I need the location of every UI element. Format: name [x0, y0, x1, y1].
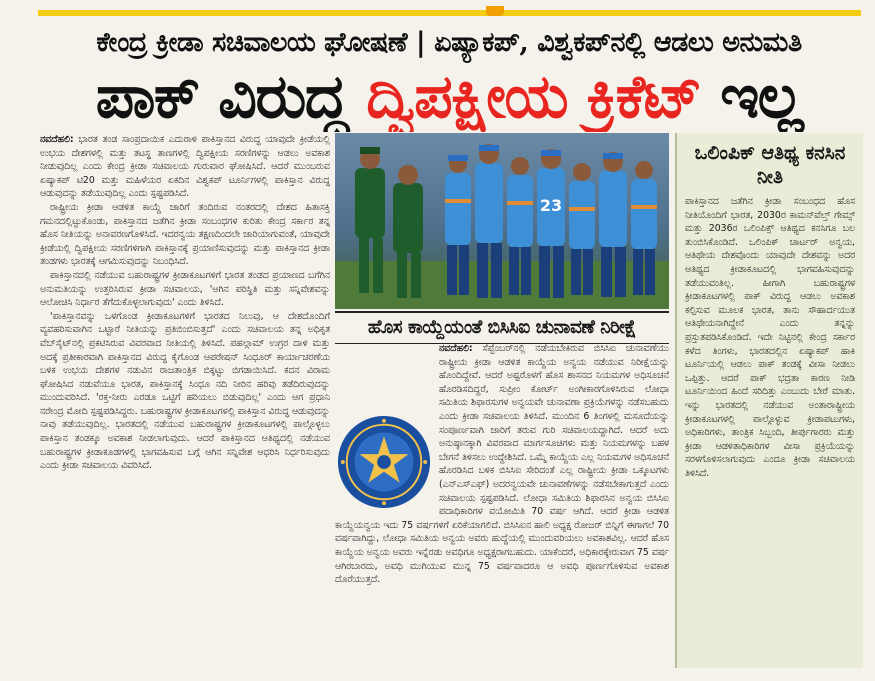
second-story-column — [335, 342, 669, 668]
sidebar-body — [685, 195, 855, 480]
second-story-dateline: ನವದೆಹಲಿ: — [439, 343, 473, 354]
main-story-paragraph: ರಾಷ್ಟ್ರೀಯ ಕ್ರೀಡಾ ಆಡಳಿತ ಕಾಯ್ದೆ ಜಾರಿಗೆ ತಂದಿರುವ ನಂತರದಲ್ಲಿ ದೇಶದ ಹಿತಾಸಕ್ತಿ ಗಮನದಲ್ಲಿಟ್ಟುಕೊಂಡು, ಪಾಕಿಸ್ತಾನದ ಜತೆಗಿನ ಕ್ರೀಡಾ ಸಂಬಂಧಗಳ ಕುರಿತು ಕೇಂದ್ರ ಸರ್ಕಾರ ತನ್ನ ಹೊಸ ನೀತಿಯನ್ನು ಅನಾವರಣಗೊಳಿಸಿದೆ. ಇದರನ್ವಯ ತಕ್ಷಣದಿಂದಲೇ ಜಾರಿಯಾಗುವಂತೆ, ಯಾವುದೇ ಕ್ರೀಡೆಯಲ್ಲಿ ದ್ವಿಪಕ್ಷೀಯ ಸರಣಿಗಳಿಗಾಗಿ ಪಾಕಿಸ್ತಾನಕ್ಕೆ ಪ್ರಯಾಣಿಸುವುದನ್ನು ಮತ್ತು ಪಾಕಿಸ್ತಾನದ ಕ್ರೀಡಾ ತಂಡಗಳು ಭಾರತಕ್ಕೆ ಆಗಮಿಸುವುದನ್ನು ನಿಬಂಧಿಸಿದೆ. — [40, 201, 330, 268]
kicker-line: ಕೇಂದ್ರ ಕ್ರೀಡಾ ಸಚಿವಾಲಯ ಘೋಷಣೆ | ಏಷ್ಯಾಕಪ್, ವಿಶ್ವಕಪ್‌ನಲ್ಲಿ ಆಡಲು ಅನುಮತಿ — [96, 27, 802, 58]
bcci-logo — [335, 412, 433, 512]
main-story-paragraph: ಪಾಕಿಸ್ತಾನದಲ್ಲಿ ನಡೆಯುವ ಬಹುರಾಷ್ಟ್ರಗಳ ಕ್ರೀಡಾಕೂಟಗಳಿಗೆ ಭಾರತ ತಂಡದ ಪ್ರಯಾಣದ ಬಗೆಗಿನ ಅನುಮತಿಯನ್ನು ಉತ್ತರಿಸಿರುವ ಕ್ರೀಡಾ ಸಚಿವಾಲಯ, 'ಆಗಿನ ಪರಿಸ್ಥಿತಿ ಮತ್ತು ಸನ್ನಿವೇಶವನ್ನು ಆಲೋಚಿಸಿ ನಿರ್ಧಾರ ತೆಗೆದುಕೊಳ್ಳಲಾಗುವುದು' ಎಂದು ತಿಳಿಸಿದೆ. — [40, 269, 330, 309]
top-color-bar — [38, 10, 861, 16]
sidebar-paragraph: ಪಾಕಿಸ್ತಾನದ ಜತೆಗಿನ ಕ್ರೀಡಾ ಸಂಬಂಧದ ಹೊಸ ನೀತಿಯೊಂದಿಗೆ ಭಾರತ, 2030ರ ಕಾಮನ್‌ವೆಲ್ತ್ ಗೇಮ್ಸ್ ಮತ್ತು 2036ರ ಒಲಿಂಪಿಕ್ಸ್ ಆತಿಥ್ಯದ ಕನಸಿಗೂ ಬಲ ತುಂಬಿಸಿಕೊಂಡಿದೆ. ಒಲಿಂಪಿಕ್ ಚಾರ್ಟರ್ ಅನ್ವಯ, ಆತಿಥೇಯ ದೇಶವೊಂದು ಯಾವುದೇ ದೇಶವನ್ನು ಅದರ ಆತಿಥ್ಯದ ಕ್ರೀಡಾಕೂಟದಲ್ಲಿ ಭಾಗವಹಿಸುವುದನ್ನು ತಡೆಯುವಂತಿಲ್ಲ. ಹೀಗಾಗಿ ಬಹುರಾಷ್ಟ್ರಗಳ ಕ್ರೀಡಾಕೂಟಗಳಲ್ಲಿ ಪಾಕ್ ವಿರುದ್ಧ ಆಡಲು ಅವಕಾಶ ಕಲ್ಪಿಸುವ ಮೂಲಕ ಭಾರತ, ತಾನು ಸೌಹಾರ್ದಯುತ ಆತಿಥೇಯನಾಗಿದ್ದೇನೆ ಎಂದು ತನ್ನನ್ನು ಪ್ರಸ್ತುತಪಡಿಸಿಕೊಂಡಿದೆ. ಇದೇ ನಿಟ್ಟಿನಲ್ಲಿ ಕೇಂದ್ರ ಸರ್ಕಾರ ಕಳೆದ ತಿಂಗಳು, ಭಾರತದಲ್ಲಿನ ಏಷ್ಯಾಕಪ್ ಹಾಕಿ ಟೂರ್ನಿಯಲ್ಲಿ ಆಡಲು ಪಾಕ್ ತಂಡಕ್ಕೆ ವೀಸಾ ನೀಡಲು ಒಪ್ಪಿತ್ತು. ಆದರೆ ಪಾಕ್ ಭದ್ರತಾ ಕಾರಣ ನೀಡಿ ಟೂರ್ನಿಯಿಂದ ಹಿಂದೆ ಸರಿದಿತ್ತು ಎಂಬುದು ಬೇರೆ ಮಾತು. ಇನ್ನು ಭಾರತದಲ್ಲಿ ನಡೆಯುವ ಅಂತಾರಾಷ್ಟ್ರೀಯ ಕ್ರೀಡಾಕೂಟಗಳಲ್ಲಿ ಪಾಲ್ಗೊಳ್ಳುವ ಕ್ರೀಡಾಪಟುಗಳು, ಅಧಿಕಾರಿಗಳು, ತಾಂತ್ರಿಕ ಸಿಬ್ಬಂದಿ, ತೀರ್ಪುಗಾರರು ಮತ್ತು ಕ್ರೀಡಾ ಆಡಳಿತಾಧಿಕಾರಿಗಳ ವೀಸಾ ಪ್ರಕ್ರಿಯೆಯನ್ನು ಸರಳಗೊಳಿಸಲಾಗುವುದು ಎಂದೂ ಕ್ರೀಡಾ ಸಚಿವಾಲಯ ತಿಳಿಸಿದೆ. — [685, 196, 855, 479]
headline-part-1: ಪಾಕ್ ವಿರುದ್ಧ — [95, 62, 367, 132]
main-story-paragraph: 'ಪಾಕಿಸ್ತಾನವನ್ನು ಒಳಗೊಂಡ ಕ್ರೀಡಾಕೂಟಗಳಿಗೆ ಭಾರತದ ನಿಲುವು, ಆ ದೇಶದೊಂದಿಗೆ ವ್ಯವಹರಿಸುವಾಗಿನ ಒಟ್ಟಾರೆ ನೀತಿಯನ್ನು ಪ್ರತಿಬಿಂಬಿಸುತ್ತದೆ' ಎಂದು ಸಚಿವಾಲಯ ತನ್ನ ಅಧಿಕೃತ ವೆಬ್‌ಸೈಟ್‌ನಲ್ಲಿ ಪ್ರಕಟಿಸಿರುವ ವಿವರವಾದ ನೀತಿಯಲ್ಲಿ ತಿಳಿಸಿದೆ. ಪಹಲ್ಗಾಮ್ ಉಗ್ರರ ದಾಳಿ ಮತ್ತು ಅದಕ್ಕೆ ಪ್ರತೀಕಾರವಾಗಿ ಪಾಕಿಸ್ತಾನದ ವಿರುದ್ಧ ಕೈಗೊಂಡ ಆಪರೇಷನ್ ಸಿಂಧೂರ್ ಕಾರ್ಯಾಚರಣೆಯ ಬಳಿಕ ಉಭಯ ದೇಶಗಳ ನಡುವಿನ ರಾಜತಾಂತ್ರಿಕ ಬಿಕ್ಕಟ್ಟು ಬಿಗಡಾಯಿಸಿದೆ. ಕದನ ವಿರಾಮ ಘೋಷಿಸಿದ ನಡುವೆಯೂ ಭಾರತ, ಪಾಕಿಸ್ತಾನಕ್ಕೆ ಸಿಂಧೂ ನದಿ ನೀರಿನ ಹರಿವು ತಡೆದಿರುವುದನ್ನು ಮುಂದುವರಿಸಿದೆ. 'ರಕ್ತ-ನೀರು ಎರಡೂ ಒಟ್ಟಿಗೆ ಹರಿಯಲು ಬಿಡುವುದಿಲ್ಲ' ಎಂದು ಆಗ ಪ್ರಧಾನಿ ನರೇಂದ್ರ ಮೋದಿ ಸ್ಪಷ್ಟಪಡಿಸಿದ್ದರು. ಬಹುರಾಷ್ಟ್ರಗಳ ಕ್ರೀಡಾಕೂಟಗಳಲ್ಲಿ ಪಾಕಿಸ್ತಾನ ವಿರುದ್ಧ ಆಡುವುದನ್ನು ನಾವು ತಡೆಯುವುದಿಲ್ಲ. ಭಾರತದಲ್ಲಿ ನಡೆಯುವ ಬಹುರಾಷ್ಟ್ರಗಳ ಕ್ರೀಡಾಕೂಟಗಳಲ್ಲಿ ಪಾಲ್ಗೊಳ್ಳಲು ಪಾಕಿಸ್ತಾನ ತಂಡಕ್ಕೂ ಅವಕಾಶ ನೀಡಲಾಗುವುದು. ಆದರೆ ಪಾಕಿಸ್ತಾನದ ಆತಿಥ್ಯದಲ್ಲಿ ನಡೆಯುವ ಬಹುರಾಷ್ಟ್ರಗಳ ಕ್ರೀಡಾಕೂಡಗಳಲ್ಲಿ ಭಾಗವಹಿಸುವ ಬಗ್ಗೆ ಆಗಿನ ಸನ್ನಿವೇಶ ಆಧರಿಸಿ ನಿರ್ಧರಿಸುವುದು ಎಂದು ಕ್ರೀಡಾ ಸಚಿವಾಲಯ ವಿವರಿಸಿದೆ. — [40, 310, 330, 472]
sidebar-box — [675, 133, 863, 668]
second-story-paragraph: ನವದೆಹಲಿ: ಸೆಪ್ಟೆಂಬರ್‌ನಲ್ಲಿ ನಡೆಯಬೇಕಿರುವ ಬಿಸಿಸಿಐ ಚುನಾವಣೆಯು ರಾಷ್ಟ್ರೀಯ ಕ್ರೀಡಾ ಆಡಳಿತ ಕಾಯ್ದೆಯ ಅನ್ವಯ ನಡೆಯುವ ನಿರೀಕ್ಷೆಯನ್ನು ಹೊಂದಿದ್ದೇವೆ. ಆದರೆ ಅಷ್ಟರೊಳಗೆ ಹೊಸ ಶಾಸನದ ನಿಯಮಗಳ ಅಧಿಸೂಚನೆ ಹೊರಡಿಸದಿದ್ದರೆ, ಸುಪ್ರೀಂ ಕೋರ್ಟ್ ಅಂಗೀಕಾರಗೊಳಿಸಿರುವ ಲೋಧಾ ಸಮಿತಿಯ ಶಿಫಾರಸುಗಳ ಅನ್ವಯವೇ ಚುನಾವಣಾ ಪ್ರಕ್ರಿಯೆಗಳನ್ನು ನಡೆಸಬಹುದು ಎಂದು ಕ್ರೀಡಾ ಸಚಿವಾಲಯ ತಿಳಿಸಿದೆ. ಮುಂದಿನ 6 ತಿಂಗಳಲ್ಲಿ ಮಸೂದೆಯನ್ನು ಸಂಪೂರ್ಣವಾಗಿ ಜಾರಿಗೆ ತರುವ ಗುರಿ ಸಚಿವಾಲಯದ್ದಾಗಿದೆ. ಆದರೆ ಅದು ಅನುಷ್ಠಾನಕ್ಕಾಗಿ ವಿವರವಾದ ಮಾರ್ಗಸೂಚಿಗಳು ಮತ್ತು ನಿಯಮಗಳನ್ನು ಬಹಳ ಬೇಗನೆ ತಿಳಿಸಲು ಉದ್ದೇಶಿಸಿದೆ. ಒಮ್ಮೆ ಕಾಯ್ದೆಯ ಎಲ್ಲ ನಿಯಮಗಳ ಅಧಿಸೂಚನೆ ಹೊರಡಿಸಿದ ಬಳಿಕ ಬಿಸಿಸಿಐ ಸೇರಿದಂತೆ ಎಲ್ಲ ರಾಷ್ಟ್ರೀಯ ಕ್ರೀಡಾ ಒಕ್ಕೂಟಗಳು (ಎನ್‌ಎಸ್‌ಎಫ್) ಅದರನ್ವಯವೇ ಚುನಾವಣೆಗಳನ್ನು ನಡೆಸಬೇಕಾಗುತ್ತದೆ ಎಂದು ಸಚಿವಾಲಯ ಸ್ಪಷ್ಟಪಡಿಸಿದೆ. ಲೋಧಾ ಸಮಿತಿಯ ಶಿಫಾರಸಿನ ಅನ್ವಯ ಬಿಸಿಸಿಐ ಪದಾಧಿಕಾರಿಗಳ ವಯೋಮಿತಿ 70 ವರ್ಷ ಆಗಿದೆ. ಆದರೆ ಕ್ರೀಡಾ ಆಡಳಿತ ಕಾಯ್ದೆಯನ್ವಯ ಇದು 75 ವರ್ಷಗಳಿಗೆ ಏರಿಕೆಯಾಗಲಿದೆ. ಬಿಸಿಸಿಐನ ಹಾಲಿ ಅಧ್ಯಕ್ಷ ರೋಜರ್ ಬಿನ್ನಿಗೆ ಈಗಾಗಲೆ 70 ವರ್ಷವಾಗಿದ್ದು, ಲೋಧಾ ಸಮಿತಿಯ ಅನ್ವಯ ಅವರು ಹುದ್ದೆಯಲ್ಲಿ ಮುಂದುವರಿಯಲು ಅವಕಾಶವಿಲ್ಲ. ಆದರೆ ಹೊಸ ಕಾಯ್ದೆಯ ಅನ್ವಯ ಅವರು ಇನ್ನೆರಡು ಅವಧಿಗೂ ಅಧ್ಯಕ್ಷರಾಗಬಹುದು. ಯಾಕೆಂದರೆ, ಅಧಿಕಾರಕ್ಕೇರುವಾಗ 75 ವರ್ಷ ಆಗಿರಬಾರದು, ಅವಧಿ ಮುಗಿಯುವ ಮುನ್ನ 75 ವರ್ಷವಾದರೂ ಆ ಅವಧಿ ಪೂರ್ಣಗೊಳಿಸುವ ಅವಕಾಶ ದೊರೆಯುತ್ತದೆ. — [335, 343, 669, 586]
main-story-paragraph: ನವದೆಹಲಿ: ಭಾರತ ತಂಡ ಸಾಂಪ್ರದಾಯಿಕ ಎದುರಾಳಿ ಪಾಕಿಸ್ತಾನದ ವಿರುದ್ಧ ಯಾವುದೇ ಕ್ರೀಡೆಯಲ್ಲಿ ಉಭಯ ದೇಶಗಳಲ್ಲಿ ಮತ್ತು ತಟಸ್ಥ ತಾಣಗಳಲ್ಲಿ ದ್ವಿಪಕ್ಷೀಯ ಸರಣಿಗಳನ್ನು ಆಡಲು ಅವಕಾಶ ನೀಡುವುದಿಲ್ಲ ಎಂದು ಕೇಂದ್ರ ಕ್ರೀಡಾ ಸಚಿವಾಲಯ ಗುರುವಾರ ಘೋಷಿಸಿದೆ. ಆದರೆ ಮುಂಬರುವ ಏಷ್ಯಾಕಪ್ ಟಿ20 ಮತ್ತು ಮಹಿಳೆಯರ ಏಕದಿನ ವಿಶ್ವಕಪ್ ಟೂರ್ನಿಗಳಲ್ಲಿ ಪಾಕಿಸ್ತಾನ ವಿರುದ್ಧ ಆಡುವುದನ್ನು ತಡೆಯುವುದಿಲ್ಲ ಎಂದು ಸ್ಪಷ್ಟಪಡಿಸಿದೆ. — [40, 134, 330, 200]
sidebar-title: ಒಲಿಂಪಿಕ್ ಆತಿಥ್ಯ ಕನಸಿನ ನೀತಿ — [694, 142, 846, 188]
bcci-logo-icon — [335, 412, 433, 512]
jersey-number: 23 — [539, 196, 563, 215]
main-headline — [38, 62, 860, 132]
main-story-dateline: ನವದೆಹಲಿ: — [40, 134, 74, 145]
headline-part-2: ದ್ವಿಪಕ್ಷೀಯ ಕ್ರಿಕೆಟ್ — [366, 62, 721, 132]
top-bar-tab — [486, 6, 504, 16]
second-story-headline: ಹೊಸ ಕಾಯ್ದೆಯಂತೆ ಬಿಸಿಸಿಐ ಚುನಾವಣೆ ನಿರೀಕ್ಷೆ — [335, 311, 669, 344]
india-pakistan-cricket-photo — [335, 133, 669, 309]
main-story-column — [40, 133, 330, 668]
headline-part-3: ಇಲ್ಲ — [720, 62, 803, 132]
